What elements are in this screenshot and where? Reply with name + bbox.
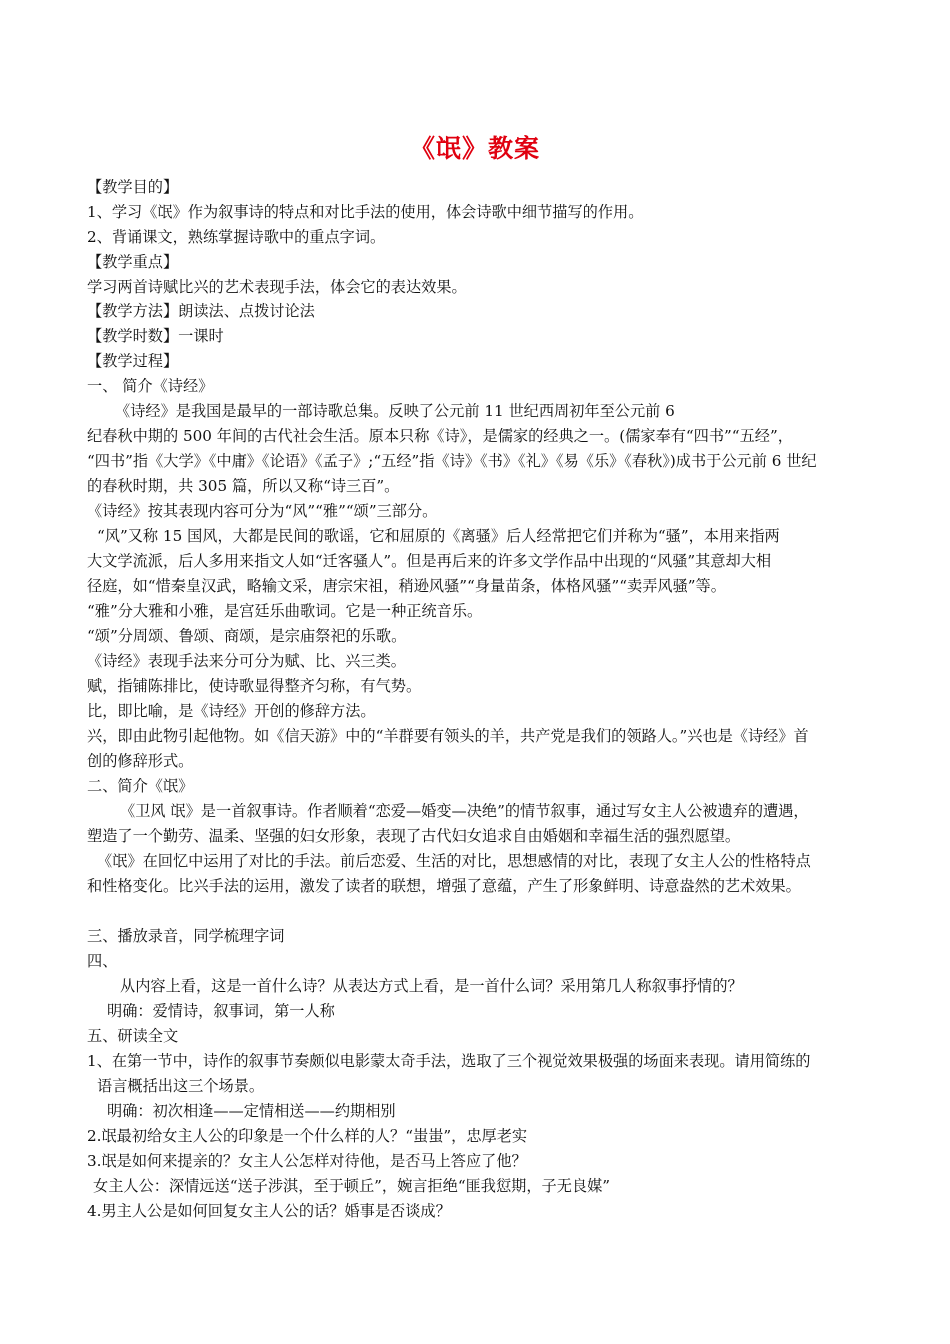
answer-line: 女主人公：深情远送“送子涉淇，至于顿丘”，婉言拒绝“匪我愆期，子无良媒” (93, 1177, 611, 1195)
paragraph-line: “四书”指《大学》《中庸》《论语》《孟子》;“五经”指《诗》《书》《礼》《易《乐》《春秋》)成书于公元前 6 世纪 (87, 452, 817, 470)
section-1-heading: 一、 简介《诗经》 (87, 377, 214, 395)
paragraph-line: 《氓》在回忆中运用了对比的手法。前后恋爱、生活的对比，思想感情的对比，表现了女主人公的性格特点 (97, 852, 811, 870)
question-line: 从内容上看，这是一首什么诗？从表达方式上看，是一首什么词？采用第几人称叙事抒情的？ (120, 977, 743, 995)
paragraph-line: 的春秋时期，共 305 篇，所以又称“诗三百”。 (87, 477, 400, 495)
paragraph-line: 比，即比喻，是《诗经》开创的修辞方法。 (87, 702, 376, 720)
section-5-heading: 五、研读全文 (87, 1027, 179, 1045)
section-2-heading: 二、简介《氓》 (87, 777, 194, 795)
paragraph-line: 《诗经》按其表现内容可分为“风”“雅”“颂”三部分。 (87, 502, 438, 520)
teaching-hours: 【教学时数】一课时 (87, 327, 224, 345)
paragraph-line: 创的修辞形式。 (87, 752, 194, 770)
paragraph-line: “颂”分周颂、鲁颂、商颂，是宗庙祭祀的乐歌。 (87, 627, 407, 645)
paragraph-line: 塑造了一个勤劳、温柔、坚强的妇女形象，表现了古代妇女追求自由婚姻和幸福生活的强烈愿望。 (87, 827, 741, 845)
teaching-method: 【教学方法】朗读法、点拨讨论法 (87, 302, 315, 320)
paragraph-line: 赋，指铺陈排比，使诗歌显得整齐匀称，有气势。 (87, 677, 422, 695)
paragraph-line: 径庭，如“惜秦皇汉武，略输文采，唐宗宋祖，稍逊风骚”“身量苗条，体格风骚”“卖弄风骚”等。 (87, 577, 726, 595)
question-line: 2.氓最初给女主人公的印象是一个什么样的人？“蚩蚩”，忠厚老实 (87, 1127, 528, 1145)
paragraph-line: 《诗经》表现手法来分可分为赋、比、兴三类。 (87, 652, 406, 670)
heading-objectives: 【教学目的】 (87, 178, 179, 196)
objective-1: 1、学习《氓》作为叙事诗的特点和对比手法的使用，体会诗歌中细节描写的作用。 (87, 203, 644, 221)
paragraph-line: 大文学流派，后人多用来指文人如“迁客骚人”。但是再后来的许多文学作品中出现的“风骚”其意却大相 (87, 552, 772, 570)
paragraph-line: “风”又称 15 国风，大都是民间的歌谣，它和屈原的《离骚》后人经常把它们并称为“骚”，本用来指两 (97, 527, 780, 545)
paragraph-line: 纪春秋中期的 500 年间的古代社会生活。原本只称《诗》，是儒家的经典之一。(儒家奉有“四书”“五经”， (87, 427, 793, 445)
heading-process: 【教学过程】 (87, 352, 179, 370)
answer-line: 明确：爱情诗，叙事词，第一人称 (107, 1002, 335, 1020)
question-line: 语言概括出这三个场景。 (97, 1077, 265, 1095)
paragraph-line: 《卫风 氓》是一首叙事诗。作者顺着“恋爱—婚变—决绝”的情节叙事，通过写女主人公被遗弃的遭遇， (120, 802, 809, 820)
question-line: 1、在第一节中，诗作的叙事节奏颇似电影蒙太奇手法，选取了三个视觉效果极强的场面来表现。请用简练的 (87, 1052, 811, 1070)
section-3-heading: 三、播放录音，同学梳理字词 (87, 927, 285, 945)
paragraph-line: 和性格变化。比兴手法的运用，激发了读者的联想，增强了意蕴，产生了形象鲜明、诗意盎然的艺术效果。 (87, 877, 801, 895)
question-line: 3.氓是如何来提亲的？女主人公怎样对待他，是否马上答应了他？ (87, 1152, 527, 1170)
section-4-heading: 四、 (87, 952, 118, 970)
question-line: 4.男主人公是如何回复女主人公的话？婚事是否谈成？ (87, 1202, 451, 1220)
paragraph-line: “雅”分大雅和小雅，是宫廷乐曲歌词。它是一种正统音乐。 (87, 602, 483, 620)
paragraph-line: 《诗经》是我国是最早的一部诗歌总集。反映了公元前 11 世纪西周初年至公元前 6 (115, 402, 675, 420)
document-title: 《氓》教案 (409, 134, 540, 163)
key-points-text: 学习两首诗赋比兴的艺术表现手法，体会它的表达效果。 (87, 278, 467, 296)
heading-key-points: 【教学重点】 (87, 253, 179, 271)
answer-line: 明确：初次相逢——定情相送——约期相别 (107, 1102, 396, 1120)
objective-2: 2、背诵课文，熟练掌握诗歌中的重点字词。 (87, 228, 386, 246)
paragraph-line: 兴，即由此物引起他物。如《信天游》中的“羊群要有领头的羊，共产党是我们的领路人。”兴也是《诗经》首 (87, 727, 809, 745)
